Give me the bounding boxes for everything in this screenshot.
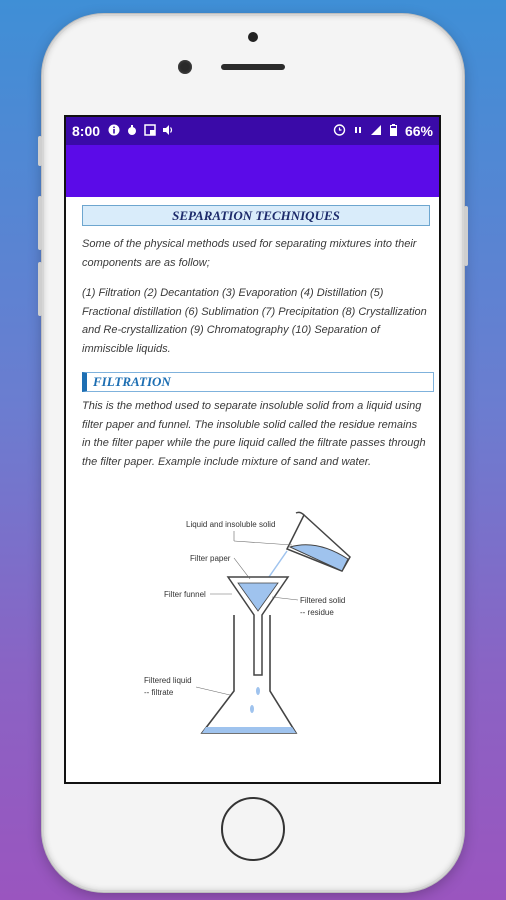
power-button bbox=[464, 206, 468, 266]
home-button[interactable] bbox=[221, 797, 285, 861]
intro-paragraph: Some of the physical methods used for separating mixtures into their components are as follow; bbox=[82, 238, 417, 269]
phone-screen bbox=[64, 115, 441, 784]
leader-line bbox=[234, 541, 292, 545]
side-button bbox=[38, 136, 42, 166]
status-bar bbox=[66, 117, 439, 145]
battery-icon bbox=[390, 124, 397, 139]
label-filtered-solid: Filtered solid bbox=[300, 596, 346, 605]
filter-funnel bbox=[228, 577, 288, 675]
label-liquid-solid: Liquid and insoluble solid bbox=[186, 520, 276, 529]
label-filter-funnel: Filter funnel bbox=[164, 590, 206, 599]
conical-flask bbox=[202, 615, 296, 733]
filtration-diagram-svg bbox=[82, 479, 422, 739]
battery-percent: 66% bbox=[404, 123, 433, 139]
label-residue: -- residue bbox=[300, 608, 334, 617]
data-icon bbox=[354, 124, 362, 138]
notification-icon bbox=[126, 124, 138, 139]
section-heading: FILTRATION bbox=[82, 372, 434, 392]
leader-line bbox=[234, 558, 250, 579]
leader-line bbox=[272, 597, 298, 600]
status-time: 8:00 bbox=[72, 123, 101, 139]
filtration-diagram bbox=[82, 479, 427, 739]
methods-paragraph: (1) Filtration (2) Decantation (3) Evaporation (4) Distillation (5) Fractional distillation (6) Sublimation (7) Precipitation (8) Crystallization and Re-crystallization (9) Chromatography (10) Separation of immiscible liquids. bbox=[82, 287, 427, 355]
cast-icon bbox=[144, 124, 156, 139]
volume-icon bbox=[162, 124, 174, 139]
app-bar bbox=[66, 145, 439, 197]
signal-icon bbox=[370, 124, 382, 139]
info-icon bbox=[108, 124, 120, 139]
filtration-paragraph: This is the method used to separate insoluble solid from a liquid using filter paper and funnel. The insoluble solid called the residue remains in the filter paper while the pure liquid called the filtrate passes through the filter paper. Example include mixture of sand and water. bbox=[82, 400, 426, 468]
volume-down-button bbox=[38, 262, 42, 316]
page-title: SEPARATION TECHNIQUES bbox=[82, 205, 430, 226]
label-filter-paper: Filter paper bbox=[190, 554, 231, 563]
label-filtered-liquid: Filtered liquid bbox=[144, 676, 192, 685]
label-filtrate: -- filtrate bbox=[144, 688, 174, 697]
alarm-icon bbox=[333, 123, 346, 139]
status-right-icons bbox=[333, 123, 433, 139]
status-left-icons bbox=[108, 124, 174, 139]
leader-line bbox=[196, 687, 230, 695]
front-camera-icon bbox=[178, 60, 192, 74]
speaker-grille bbox=[221, 64, 285, 70]
volume-up-button bbox=[38, 196, 42, 250]
pouring-beaker bbox=[287, 512, 350, 571]
camera-icon bbox=[248, 32, 258, 42]
article-content bbox=[66, 197, 439, 739]
